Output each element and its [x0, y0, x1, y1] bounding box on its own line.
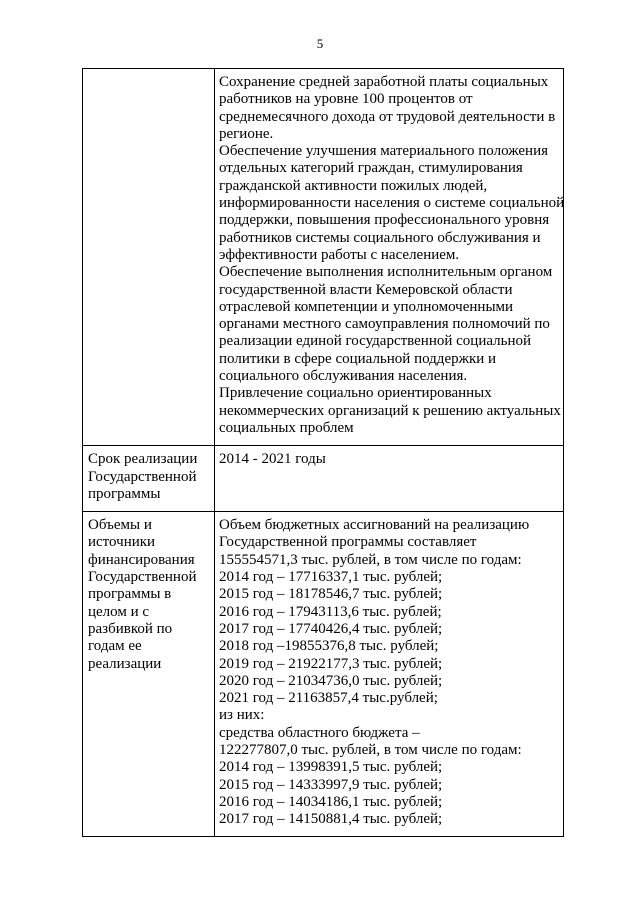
content-line: политики в сфере социальной поддержки и [219, 350, 497, 367]
content-line: Сохранение средней заработной платы социальных [219, 74, 549, 90]
content-line: Привлечение социально ориентированных [219, 385, 492, 402]
content-line: 2014 - 2021 годы [219, 451, 326, 468]
content-line: 2017 год – 17740426,4 тыс. рублей; [219, 620, 443, 637]
content-line: регионе. [219, 125, 274, 142]
content-line: работников на уровне 100 процентов от [219, 91, 473, 108]
row-label-line: Государственной [88, 468, 197, 485]
row-content-cell [215, 69, 564, 446]
row-label-line: разбивкой по [88, 620, 173, 637]
content-line: эффективности работы с населением. [219, 246, 460, 263]
content-line: 2020 год – 21034736,0 тыс. рублей; [219, 672, 443, 689]
content-line: 122277807,0 тыс. рублей, в том числе по годам: [219, 741, 522, 758]
content-line: социального обслуживания населения. [219, 368, 468, 385]
content-line: отраслевой компетенции и уполномоченными [219, 298, 514, 315]
content-line: работников системы социального обслуживания и [219, 229, 541, 246]
table-row [83, 69, 564, 446]
content-line: 2016 год – 17943113,6 тыс. рублей; [219, 603, 442, 620]
content-line: Государственной программы составляет [219, 534, 477, 551]
table-row [83, 446, 564, 512]
content-line: социальных проблем [219, 419, 354, 436]
row-label-line: годам ее [88, 638, 142, 655]
content-line: 2021 год – 21163857,4 тыс.рублей; [219, 690, 438, 707]
content-line: государственной власти Кемеровской области [219, 281, 513, 298]
content-line: Обеспечение улучшения материального положения [219, 143, 549, 160]
content-line: гражданской активности пожилых людей, [219, 177, 488, 194]
content-line: органами местного самоуправления полномочий по [219, 316, 550, 333]
row-label-line: реализации [88, 655, 162, 672]
content-line: 2014 год – 17716337,1 тыс. рублей; [219, 569, 443, 586]
content-line: Объем бюджетных ассигнований на реализацию [219, 517, 530, 534]
row-label-line: Объемы и [88, 517, 152, 534]
content-paragraph [219, 143, 565, 264]
content-line: среднемесячного дохода от трудовой деятельности в [219, 108, 556, 125]
row-label-line: Государственной [88, 569, 197, 586]
content-line: 2016 год – 14034186,1 тыс. рублей; [219, 793, 443, 810]
row-label-line: источники [88, 534, 156, 551]
content-paragraph [219, 517, 559, 828]
content-line: 2015 год – 14333997,9 тыс. рублей; [219, 776, 443, 793]
content-line: 2018 год –19855376,8 тыс. рублей; [219, 638, 439, 655]
content-paragraph [219, 451, 559, 468]
content-line: отдельных категорий граждан, стимулирования [219, 160, 523, 177]
row-label-cell [83, 446, 215, 512]
row-label-line: программы [88, 485, 161, 502]
content-line: некоммерческих организаций к решению актуальных [219, 402, 561, 419]
content-line: 2015 год – 18178546,7 тыс. рублей; [219, 586, 443, 603]
content-line: поддержки, повышения профессионального уровня [219, 212, 550, 229]
content-line: информированности населения о системе социальной [219, 195, 565, 212]
content-line: реализации единой государственной социальной [219, 333, 532, 350]
content-paragraph [219, 264, 559, 385]
row-content-cell [215, 512, 564, 837]
page-number: 5 [316, 36, 324, 51]
content-paragraph [219, 385, 559, 437]
row-label-line: целом и с [88, 603, 150, 620]
content-line: 2019 год – 21922177,3 тыс. рублей; [219, 655, 443, 672]
row-content-cell [215, 446, 564, 512]
row-label-line: финансирования [88, 551, 195, 568]
row-label-line: Срок реализации [88, 451, 198, 468]
table-row [83, 512, 564, 837]
content-line: средства областного бюджета – [219, 724, 420, 741]
row-label-line: программы в [88, 586, 172, 603]
content-line: Обеспечение выполнения исполнительным органом [219, 264, 553, 281]
row-label-cell [83, 69, 215, 446]
row-label-cell [83, 512, 215, 837]
content-line: 2017 год – 14150881,4 тыс. рублей; [219, 811, 443, 828]
content-paragraph [219, 74, 559, 143]
passport-table [82, 68, 564, 837]
content-line: 155554571,3 тыс. рублей, в том числе по годам: [219, 551, 522, 568]
content-line: 2014 год – 13998391,5 тыс. рублей; [219, 759, 443, 776]
content-line: из них: [219, 707, 265, 724]
